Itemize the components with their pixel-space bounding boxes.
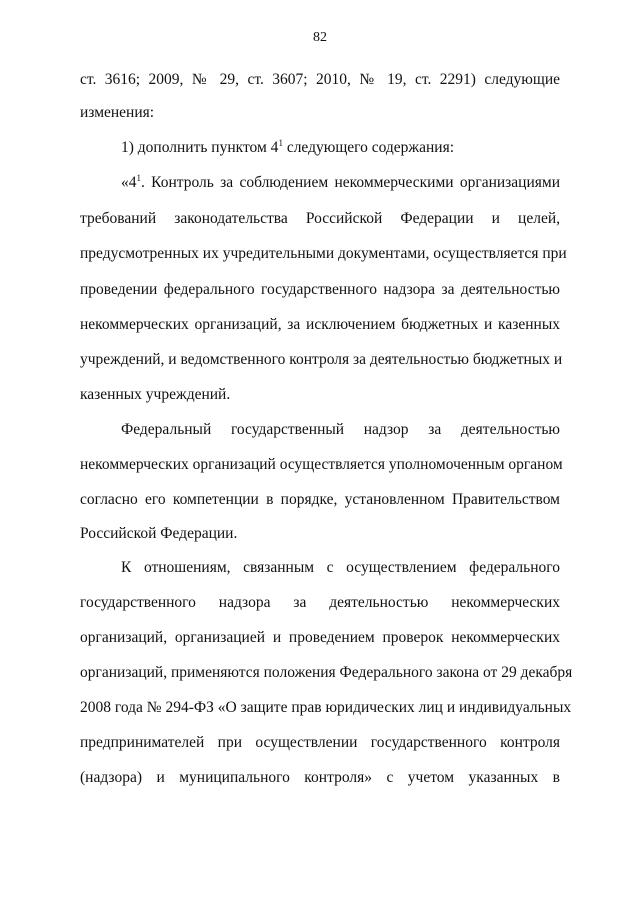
text-line-item-1 xyxy=(121,138,560,158)
text-line-point-4-1 xyxy=(121,173,560,193)
text-line: К отношениям, связанным с осуществлением федерального xyxy=(121,559,560,576)
text-line: Российской Федерации. xyxy=(80,525,238,542)
point-4-1-open: «$4^1$ xyxy=(121,173,141,191)
item-1-text-continued: следующего содержания: xyxy=(286,139,455,156)
text-line: организаций, применяются положения Федерального закона от 29 декабря xyxy=(80,664,573,681)
text-line: требований законодательства Российской Федерации и целей, xyxy=(80,210,560,227)
page-number: 82 xyxy=(313,30,327,45)
text-line: казенных учреждений. xyxy=(80,386,231,403)
text-line: (надзора) и муниципального контроля» с учетом указанных в xyxy=(80,769,560,786)
text-line: некоммерческих организаций осуществляется уполномоченным органом xyxy=(80,456,563,473)
text-line: государственного надзора за деятельностью некоммерческих xyxy=(80,594,560,611)
superscript: 1 xyxy=(278,138,283,148)
text-line: проведении федерального государственного надзора за деятельностью xyxy=(80,281,560,298)
item-1-text: 1) дополнить пунктом 4 xyxy=(121,139,279,156)
text-line: ст. 3616; 2009, № 29, ст. 3607; 2010, № 19, ст. 2291) следующие xyxy=(80,71,560,88)
text-line: учреждений, и ведомственного контроля за деятельностью бюджетных и xyxy=(80,351,563,368)
text-line: некоммерческих организаций, за исключением бюджетных и казенных xyxy=(80,316,560,333)
text-line: Федеральный государственный надзор за деятельностью xyxy=(121,421,560,438)
point-4-1-text: . Контроль за соблюдением некоммерческими организациями xyxy=(141,174,560,191)
superscript: 1 xyxy=(136,173,141,183)
text-line: предпринимателей при осуществлении государственного контроля xyxy=(80,734,560,751)
text-line: согласно его компетенции в порядке, установленном Правительством xyxy=(80,491,560,508)
text-line: предусмотренных их учредительными документами, осуществляется при xyxy=(80,245,567,262)
text-line: 2008 года № 294-ФЗ «О защите прав юридических лиц и индивидуальных xyxy=(80,699,572,716)
text-line: организаций, организацией и проведением проверок некоммерческих xyxy=(80,629,560,646)
text-line: изменения: xyxy=(80,104,155,121)
